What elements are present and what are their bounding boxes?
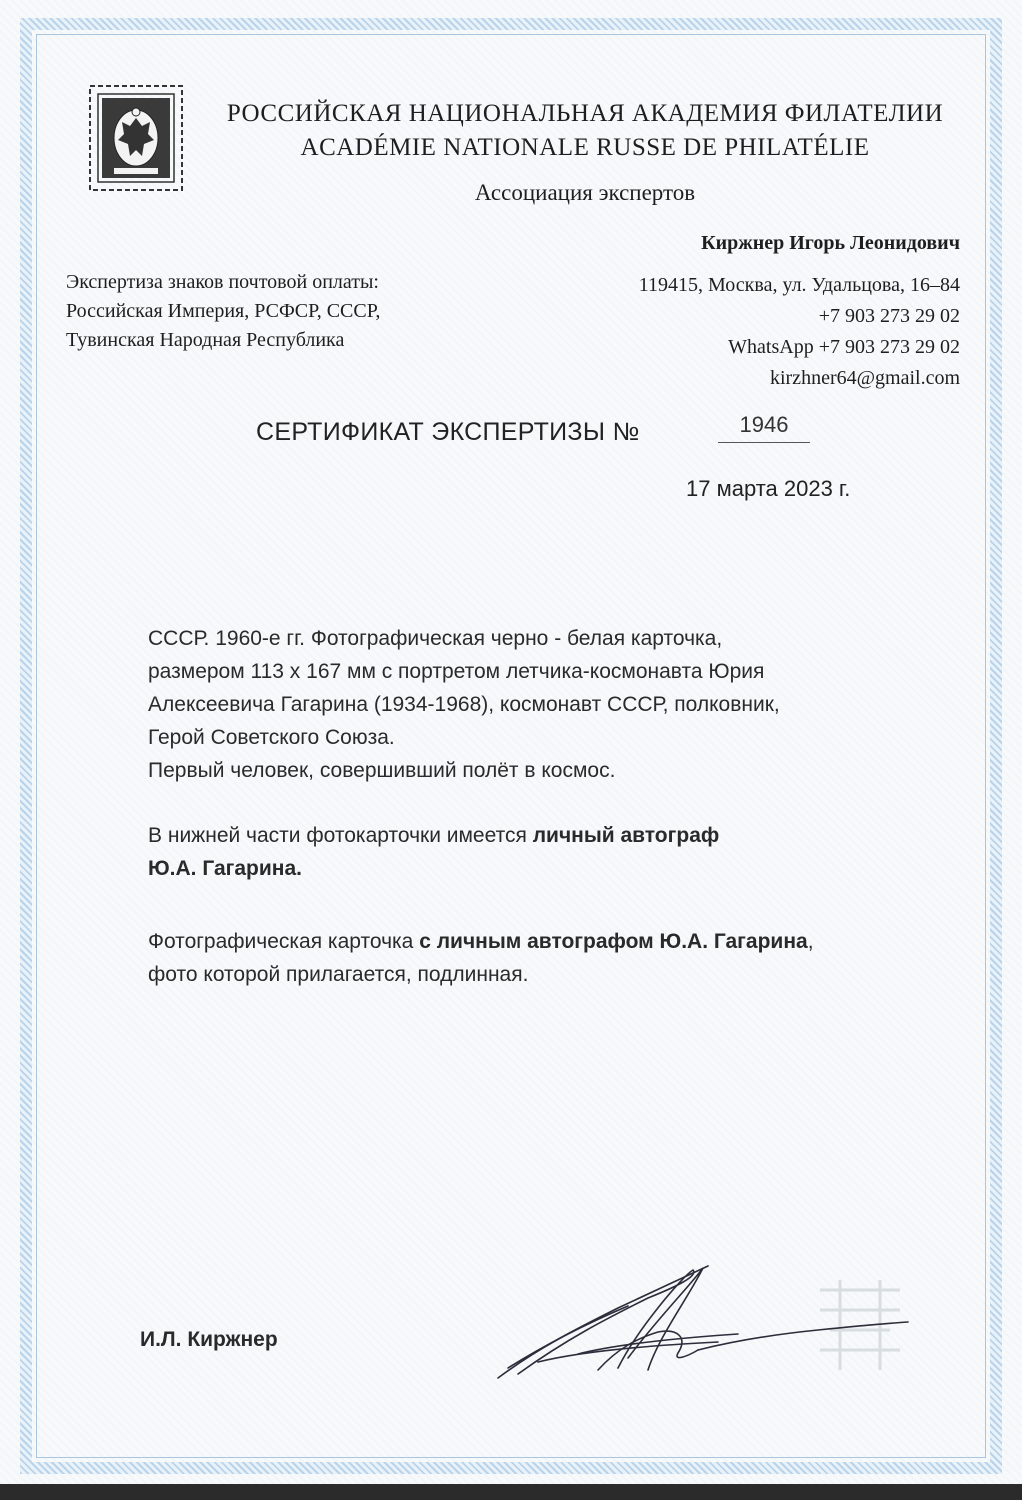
body-line — [148, 819, 948, 852]
expertise-line: Тувинская Народная Республика — [66, 329, 345, 351]
body-line: Герой Советского Союза. — [148, 726, 395, 749]
body-text: , — [807, 930, 814, 953]
body-line — [148, 925, 948, 958]
expert-contacts — [639, 270, 960, 394]
body-bold: Ю.А. Гагарина. — [148, 857, 302, 880]
body-bold: личный автограф — [532, 824, 720, 847]
body-line: Алексеевича Гагарина (1934-1968), космонавт СССР, полковник, — [148, 693, 780, 716]
association-title: Ассоциация экспертов — [474, 180, 696, 205]
handwritten-signature — [478, 1258, 918, 1408]
academy-title-fr: ACADÉMIE NATIONALE RUSSE DE PHILATÉLIE — [300, 134, 870, 161]
scan-edge — [0, 1484, 1022, 1500]
body-text: Фотографическая карточка — [148, 930, 420, 953]
academy-title-ru: РОССИЙСКАЯ НАЦИОНАЛЬНАЯ АКАДЕМИЯ ФИЛАТЕЛИИ — [226, 100, 944, 127]
expert-whatsapp: WhatsApp +7 903 273 29 02 — [728, 336, 960, 358]
body-line: Первый человек, совершивший полёт в космос. — [148, 759, 616, 782]
certificate-body — [148, 622, 948, 991]
certificate-number: 1946 — [718, 412, 810, 443]
expert-email[interactable]: kirzhner64@gmail.com — [769, 367, 960, 389]
certificate-date: 17 марта 2023 г. — [686, 476, 851, 501]
body-bold: с личным автографом Ю.А. Гагарина — [419, 930, 808, 953]
expertise-line: Экспертиза знаков почтовой оплаты: — [66, 271, 379, 293]
body-line — [148, 852, 948, 885]
body-line: СССР. 1960-е гг. Фотографическая черно - белая карточка, — [148, 627, 723, 650]
body-line: фото которой прилагается, подлинная. — [148, 963, 529, 986]
expert-address: 119415, Москва, ул. Удальцова, 16–84 — [638, 274, 960, 296]
double-headed-eagle-stamp-icon — [84, 82, 188, 194]
certificate-title: СЕРТИФИКАТ ЭКСПЕРТИЗЫ № — [256, 418, 640, 446]
expertise-line: Российская Империя, РСФСР, СССР, — [66, 300, 381, 322]
expert-name: Киржнер Игорь Леонидович — [701, 232, 960, 254]
body-text: В нижней части фотокарточки имеется — [148, 824, 533, 847]
signer-name: И.Л. Киржнер — [140, 1328, 278, 1351]
body-line: размером 113 х 167 мм с портретом летчика-космонавта Юрия — [148, 660, 765, 683]
expert-phone: +7 903 273 29 02 — [818, 305, 960, 327]
expertise-scope — [66, 268, 380, 355]
